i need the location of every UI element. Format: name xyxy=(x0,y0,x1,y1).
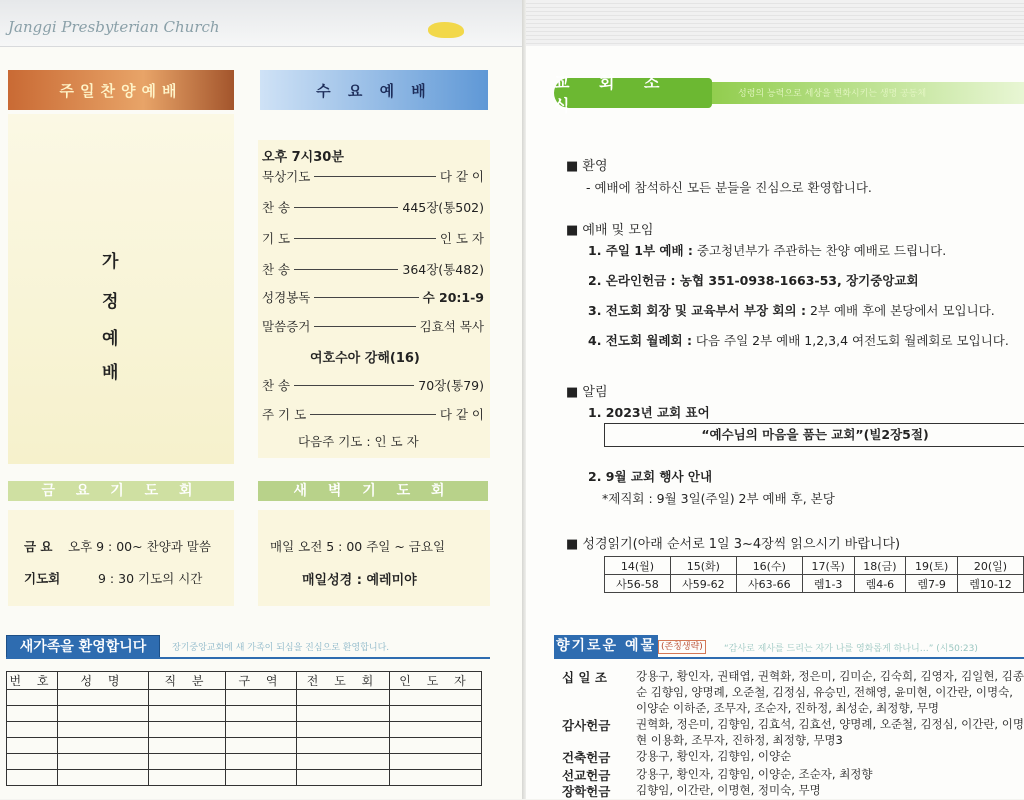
column-header: 직 분 xyxy=(149,672,226,690)
offering-names: 김향임, 이간란, 이명현, 정미숙, 무명 xyxy=(636,783,821,797)
order-label: 기 도 xyxy=(262,231,291,246)
offering-names: 강용구, 황인자, 권태엽, 권혁화, 정은미, 김미순, 김숙희, 김영자, 김일현, 김종순 김향임, 양명례, 오준철, 김정심, 유승민, 전해영, 윤미현, 이간란, 이명숙, 이양순 이하준, 조무자, 조순자, 진하정, 최성순, 최정향, 무명 xyxy=(636,669,1024,715)
friday-label-2: 기도회 xyxy=(24,571,61,586)
church-news-title: 교 회 소 식 xyxy=(554,78,712,108)
offering-honorific-note: (존칭생략) xyxy=(658,640,706,654)
worship-item-3: 3. 전도회 회장 및 교육부서 부장 회의 : 2부 예배 후에 본당에서 모입니다. xyxy=(588,303,995,318)
notice-item-2: 2. 9월 교회 행사 안내 xyxy=(588,469,713,484)
dawn-prayer-title: 새 벽 기 도 회 xyxy=(258,481,488,501)
friday-prayer-panel xyxy=(8,510,234,606)
church-news-desc: 성령의 능력으로 세상을 변화시키는 생명 공동체 xyxy=(738,89,927,99)
reading-cell: 사59-62 xyxy=(670,575,736,593)
table-header-row xyxy=(7,672,482,690)
day-cell: 17(목) xyxy=(802,557,854,575)
right-header-band xyxy=(526,0,1024,46)
offering-names: 강용구, 황인자, 김향임, 이양순, 조순자, 최정향 xyxy=(636,767,873,781)
reading-cell: 렘1-3 xyxy=(802,575,854,593)
table-row xyxy=(7,770,482,786)
right-page xyxy=(526,0,1024,799)
column-header: 전 도 회 xyxy=(297,672,390,690)
day-cell: 14(월) xyxy=(605,557,671,575)
worship-item-2: 2. 온라인헌금 : 농협 351-0938-1663-53, 장기중앙교회 xyxy=(588,273,919,288)
day-cell: 19(토) xyxy=(906,557,958,575)
offering-label: 장학헌금 xyxy=(562,784,611,799)
day-cell: 20(일) xyxy=(958,557,1024,575)
table-row xyxy=(7,754,482,770)
offering-label: 감사헌금 xyxy=(562,718,611,733)
reading-cell: 렘4-6 xyxy=(854,575,906,593)
table-row xyxy=(7,738,482,754)
order-row xyxy=(262,198,484,216)
offering-label: 십 일 조 xyxy=(562,670,607,685)
sunday-worship-title: 주일찬양예배 xyxy=(8,70,234,110)
order-value: 364장(통482) xyxy=(402,262,484,277)
notice-item-2-sub: *제직회 : 9월 3일(주일) 2부 예배 후, 본당 xyxy=(602,491,835,506)
order-label: 주 기 도 xyxy=(262,407,307,422)
reading-cell: 사63-66 xyxy=(736,575,802,593)
column-header: 구 역 xyxy=(226,672,297,690)
wednesday-worship-title: 수 요 예 배 xyxy=(260,70,488,110)
day-cell: 18(금) xyxy=(854,557,906,575)
order-row xyxy=(262,288,484,306)
friday-label-1: 금 요 xyxy=(24,539,53,554)
dawn-text-2: 매일성경 : 예레미야 xyxy=(302,573,417,588)
family-worship-char-4: 배 xyxy=(102,363,119,383)
bible-reading-table xyxy=(604,556,1024,593)
order-label: 성경봉독 xyxy=(262,290,311,305)
notice-item-1: 1. 2023년 교회 표어 xyxy=(588,405,710,420)
order-value: 김효석 목사 xyxy=(419,319,484,334)
new-family-rule xyxy=(6,657,490,659)
offering-title: 향기로운 예물 xyxy=(554,635,658,657)
offering-quote: “감사로 제사를 드리는 자가 나를 영화롭게 하나니…” (시50:23) xyxy=(724,644,978,654)
table-row xyxy=(605,557,1024,575)
order-value: 인 도 자 xyxy=(439,231,484,246)
order-value: 445장(통502) xyxy=(402,200,484,215)
order-value: 다 같 이 xyxy=(439,407,484,422)
order-value: 수 20:1-9 xyxy=(422,290,484,305)
sermon-title: 여호수아 강해(16) xyxy=(310,351,420,366)
offering-label: 선교헌금 xyxy=(562,768,611,783)
order-value: 70장(통79) xyxy=(418,378,484,393)
day-cell: 15(화) xyxy=(670,557,736,575)
family-worship-char-1: 가 xyxy=(102,252,119,272)
dove-icon xyxy=(428,22,464,38)
worship-item-4: 4. 전도회 월례회 : 다음 주일 2부 예배 1,2,3,4 여전도회 월례회로 모입니다. xyxy=(588,333,1009,348)
welcome-text: - 예배에 참석하신 모든 분들을 진심으로 환영합니다. xyxy=(586,180,872,195)
order-label: 말씀증거 xyxy=(262,319,311,334)
wednesday-time: 오후 7시30분 xyxy=(262,150,344,165)
bible-reading-heading: ■ 성경읽기(아래 순서로 1일 3~4장씩 읽으시기 바랍니다) xyxy=(566,537,901,552)
order-row xyxy=(262,260,484,278)
table-row xyxy=(7,722,482,738)
new-family-table xyxy=(6,671,482,786)
day-cell: 16(수) xyxy=(736,557,802,575)
reading-cell: 렘10-12 xyxy=(958,575,1024,593)
column-header: 번 호 xyxy=(7,672,58,690)
family-worship-char-3: 예 xyxy=(102,329,119,349)
order-label: 찬 송 xyxy=(262,262,291,277)
order-label: 찬 송 xyxy=(262,378,291,393)
dawn-prayer-panel xyxy=(258,510,490,606)
order-row xyxy=(262,317,484,335)
church-motto: “예수님의 마음을 품는 교회”(빌2장5절) xyxy=(604,423,1024,447)
table-row xyxy=(7,690,482,706)
order-row xyxy=(262,405,484,423)
worship-heading: ■ 예배 및 모임 xyxy=(566,223,654,238)
new-family-desc: 장기중앙교회에 새 가족이 되심을 진심으로 환영합니다. xyxy=(172,643,390,653)
table-row xyxy=(605,575,1024,593)
order-value: 다 같 이 xyxy=(439,169,484,184)
family-worship-char-2: 정 xyxy=(102,292,119,312)
offering-names: 강용구, 황인자, 김향임, 이양순 xyxy=(636,749,792,763)
order-row xyxy=(262,376,484,394)
reading-cell: 렘7-9 xyxy=(906,575,958,593)
offering-rule xyxy=(554,657,1024,659)
church-name: Janggi Presbyterian Church xyxy=(8,18,220,36)
new-family-title: 새가족을 환영합니다 xyxy=(6,635,160,659)
offering-names: 권혁화, 정은미, 김향임, 김효석, 김효선, 양명례, 오준철, 김정심, 이간란, 이명현 이용화, 조무자, 진하정, 최정향, 무명3 xyxy=(636,717,1024,747)
welcome-heading: ■ 환영 xyxy=(566,159,608,174)
reading-cell: 사56-58 xyxy=(605,575,671,593)
order-row xyxy=(262,167,484,185)
table-row xyxy=(7,706,482,722)
sunday-worship-panel xyxy=(8,114,234,464)
dawn-text-1: 매일 오전 5 : 00 주일 ~ 금요일 xyxy=(270,539,446,554)
order-row xyxy=(262,229,484,247)
next-prayer: 다음주 기도 : 인 도 자 xyxy=(298,434,419,449)
friday-text-2: 9 : 30 기도의 시간 xyxy=(98,571,203,586)
column-header: 성 명 xyxy=(58,672,149,690)
friday-text-1: 오후 9 : 00~ 찬양과 말씀 xyxy=(68,539,211,554)
order-label: 묵상기도 xyxy=(262,169,311,184)
order-label: 찬 송 xyxy=(262,200,291,215)
worship-item-1: 1. 주일 1부 예배 : 중고청년부가 주관하는 찬양 예배로 드립니다. xyxy=(588,243,947,258)
notice-heading: ■ 알림 xyxy=(566,385,608,400)
friday-prayer-title: 금 요 기 도 회 xyxy=(8,481,234,501)
offering-label: 건축헌금 xyxy=(562,750,611,765)
column-header: 인 도 자 xyxy=(390,672,482,690)
